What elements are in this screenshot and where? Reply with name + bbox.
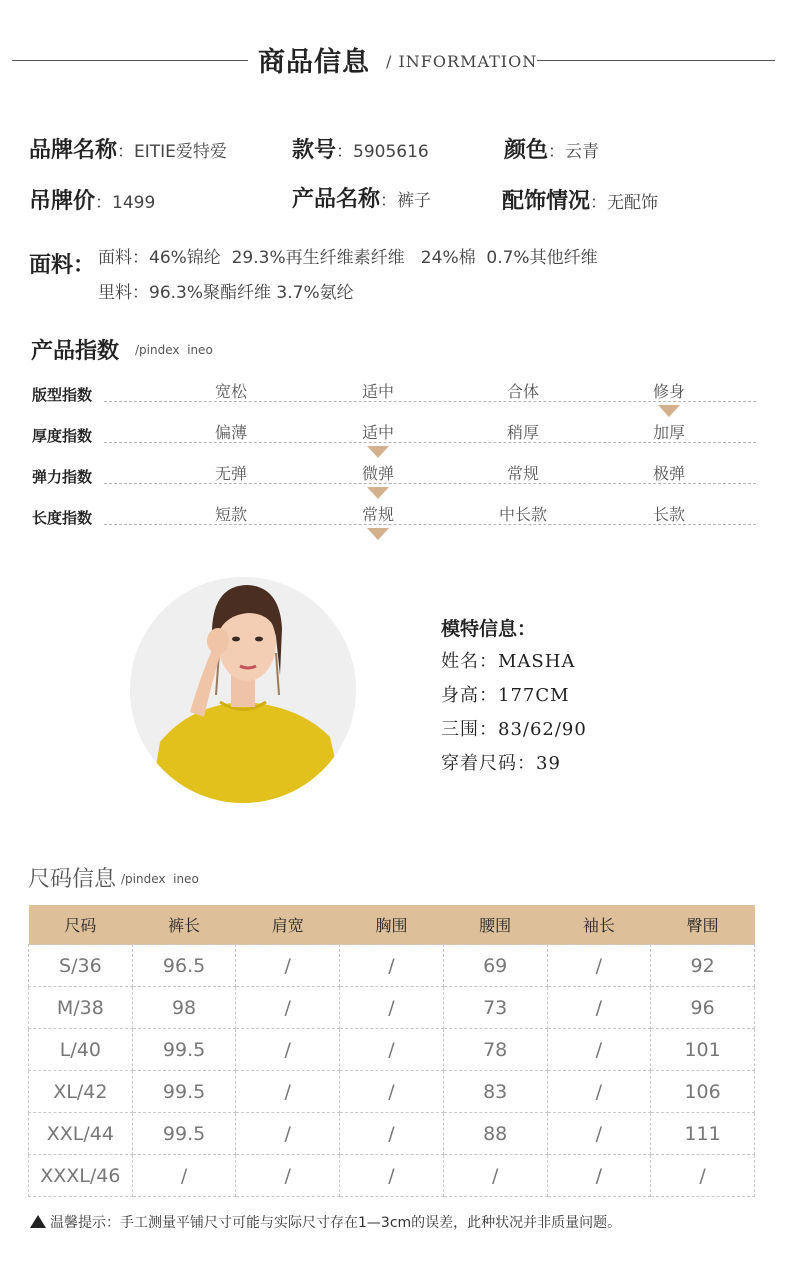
measurement-cell: 78 — [443, 1029, 547, 1071]
measurement-cell: / — [236, 945, 340, 987]
measurement-cell: 99.5 — [132, 1113, 236, 1155]
fabric-label: 面料 — [29, 253, 74, 278]
size-table-column-header: 尺码 — [29, 905, 133, 945]
color-label: 颜色 — [504, 138, 549, 163]
measurement-cell: 98 — [132, 987, 236, 1029]
model-info-title: 模特信息： — [441, 618, 537, 640]
product-field — [292, 182, 431, 213]
index-option: 极弹 — [652, 464, 685, 483]
index-option: 中长款 — [498, 505, 547, 524]
price-value: 1499 — [112, 193, 156, 213]
measurement-cell: 101 — [651, 1029, 755, 1071]
product-colon: ： — [380, 191, 398, 211]
size-cell: M/38 — [29, 987, 133, 1029]
note — [30, 1212, 621, 1232]
warning-icon — [30, 1215, 46, 1228]
index-option: 适中 — [361, 382, 394, 401]
table-row — [29, 1155, 755, 1197]
index-option: 微弹 — [361, 464, 394, 483]
measurement-cell: / — [547, 1155, 651, 1197]
color-colon: ： — [548, 142, 566, 162]
style-field — [292, 133, 429, 164]
table-row — [29, 945, 755, 987]
model-name: 姓名：MASHA — [441, 651, 576, 672]
measurement-cell: / — [236, 987, 340, 1029]
selected-marker-icon — [658, 405, 680, 417]
price-label: 吊牌价 — [29, 189, 96, 214]
measurement-cell: / — [547, 1071, 651, 1113]
page-subtitle: / INFORMATION — [386, 52, 538, 71]
measurement-cell: / — [547, 1029, 651, 1071]
index-row-label: 长度指数 — [32, 509, 93, 527]
model-height: 身高：177CM — [441, 685, 570, 706]
table-row — [29, 987, 755, 1029]
header-rule-right — [537, 60, 775, 61]
fabric-colon: ： — [73, 253, 96, 278]
index-option: 短款 — [214, 505, 247, 524]
index-option: 偏薄 — [214, 423, 247, 442]
brand-label: 品牌名称 — [29, 138, 118, 163]
size-cell: XXXL/46 — [29, 1155, 133, 1197]
measurement-cell: / — [547, 987, 651, 1029]
selected-marker-icon — [367, 446, 389, 458]
measurement-cell: / — [236, 1155, 340, 1197]
product-value: 裤子 — [397, 191, 432, 211]
brand-value: EITIE爱特爱 — [134, 142, 227, 162]
product-label: 产品名称 — [292, 187, 381, 212]
measurement-cell: / — [340, 945, 444, 987]
size-cell: L/40 — [29, 1029, 133, 1071]
model-measurements: 三围：83/62/90 — [441, 719, 587, 740]
index-option: 无弹 — [214, 464, 247, 483]
measurement-cell: 92 — [651, 945, 755, 987]
size-table-column-header: 胸围 — [340, 905, 444, 945]
style-colon: ： — [336, 142, 354, 162]
table-row — [29, 1071, 755, 1113]
index-option: 常规 — [506, 464, 539, 483]
measurement-cell: / — [236, 1071, 340, 1113]
measurement-cell: / — [547, 945, 651, 987]
fabric-lining: 里料：96.3%聚酯纤维 3.7%氨纶 — [98, 283, 354, 303]
size-cell: XXL/44 — [29, 1113, 133, 1155]
size-table-column-header: 袖长 — [547, 905, 651, 945]
size-info-title: 尺码信息 — [28, 867, 117, 892]
model-portrait-image — [130, 577, 356, 803]
color-value: 云青 — [565, 142, 600, 162]
index-option: 修身 — [652, 382, 685, 401]
model-size: 穿着尺码：39 — [441, 753, 561, 774]
measurement-cell: / — [236, 1113, 340, 1155]
brand-colon: ： — [117, 142, 135, 162]
color-field — [504, 133, 599, 164]
measurement-cell: 69 — [443, 945, 547, 987]
table-row — [29, 1029, 755, 1071]
measurement-cell: / — [132, 1155, 236, 1197]
index-option: 加厚 — [652, 423, 685, 442]
measurement-cell: / — [236, 1029, 340, 1071]
size-cell: XL/42 — [29, 1071, 133, 1113]
accessory-label: 配饰情况 — [502, 189, 591, 214]
size-table-header — [29, 905, 755, 945]
size-info-subtitle: /pindex ineo — [121, 872, 199, 886]
selected-marker-icon — [367, 528, 389, 540]
size-table-column-header: 裤长 — [132, 905, 236, 945]
fabric-outer: 面料：46%锦纶 29.3%再生纤维素纤维 24%棉 0.7%其他纤维 — [98, 248, 598, 268]
size-table-column-header: 肩宽 — [236, 905, 340, 945]
index-option: 稍厚 — [506, 423, 539, 442]
measurement-cell: 73 — [443, 987, 547, 1029]
measurement-cell: 83 — [443, 1071, 547, 1113]
measurement-cell: / — [340, 987, 444, 1029]
style-value: 5905616 — [353, 142, 429, 162]
index-option: 合体 — [506, 382, 539, 401]
accessory-value: 无配饰 — [607, 193, 659, 213]
size-table-column-header: 腰围 — [443, 905, 547, 945]
header-rule-left — [12, 60, 248, 61]
measurement-cell: 88 — [443, 1113, 547, 1155]
index-option: 适中 — [361, 423, 394, 442]
measurement-cell: 99.5 — [132, 1071, 236, 1113]
note-text: 温馨提示：手工测量平铺尺寸可能与实际尺寸存在1—3cm的误差，此种状况并非质量问题。 — [50, 1215, 622, 1231]
measurement-cell: / — [651, 1155, 755, 1197]
index-row-label: 厚度指数 — [32, 427, 93, 445]
measurement-cell: / — [340, 1071, 444, 1113]
measurement-cell: / — [340, 1155, 444, 1197]
index-title: 产品指数 — [31, 339, 120, 364]
fabric-label-group — [29, 248, 95, 279]
measurement-cell: 111 — [651, 1113, 755, 1155]
table-row — [29, 1113, 755, 1155]
index-row-label: 弹力指数 — [32, 468, 93, 486]
page-title: 商品信息 — [258, 47, 370, 78]
measurement-cell: 106 — [651, 1071, 755, 1113]
style-label: 款号 — [292, 138, 337, 163]
size-table — [28, 905, 755, 1197]
measurement-cell: 96.5 — [132, 945, 236, 987]
index-option: 长款 — [652, 505, 685, 524]
measurement-cell: 96 — [651, 987, 755, 1029]
size-table-column-header: 臀围 — [651, 905, 755, 945]
index-row-label: 版型指数 — [32, 386, 93, 404]
brand-field — [29, 133, 227, 164]
price-field — [29, 184, 155, 215]
model-photo — [130, 577, 356, 803]
measurement-cell: / — [340, 1029, 444, 1071]
accessory-colon: ： — [590, 193, 608, 213]
measurement-cell: / — [547, 1113, 651, 1155]
measurement-cell: / — [443, 1155, 547, 1197]
index-subtitle: /pindex ineo — [135, 343, 213, 357]
index-option: 常规 — [361, 505, 394, 524]
measurement-cell: 99.5 — [132, 1029, 236, 1071]
index-option: 宽松 — [214, 382, 247, 401]
size-cell: S/36 — [29, 945, 133, 987]
price-colon: ： — [95, 193, 113, 213]
measurement-cell: / — [340, 1113, 444, 1155]
accessory-field — [502, 184, 658, 215]
selected-marker-icon — [367, 487, 389, 499]
